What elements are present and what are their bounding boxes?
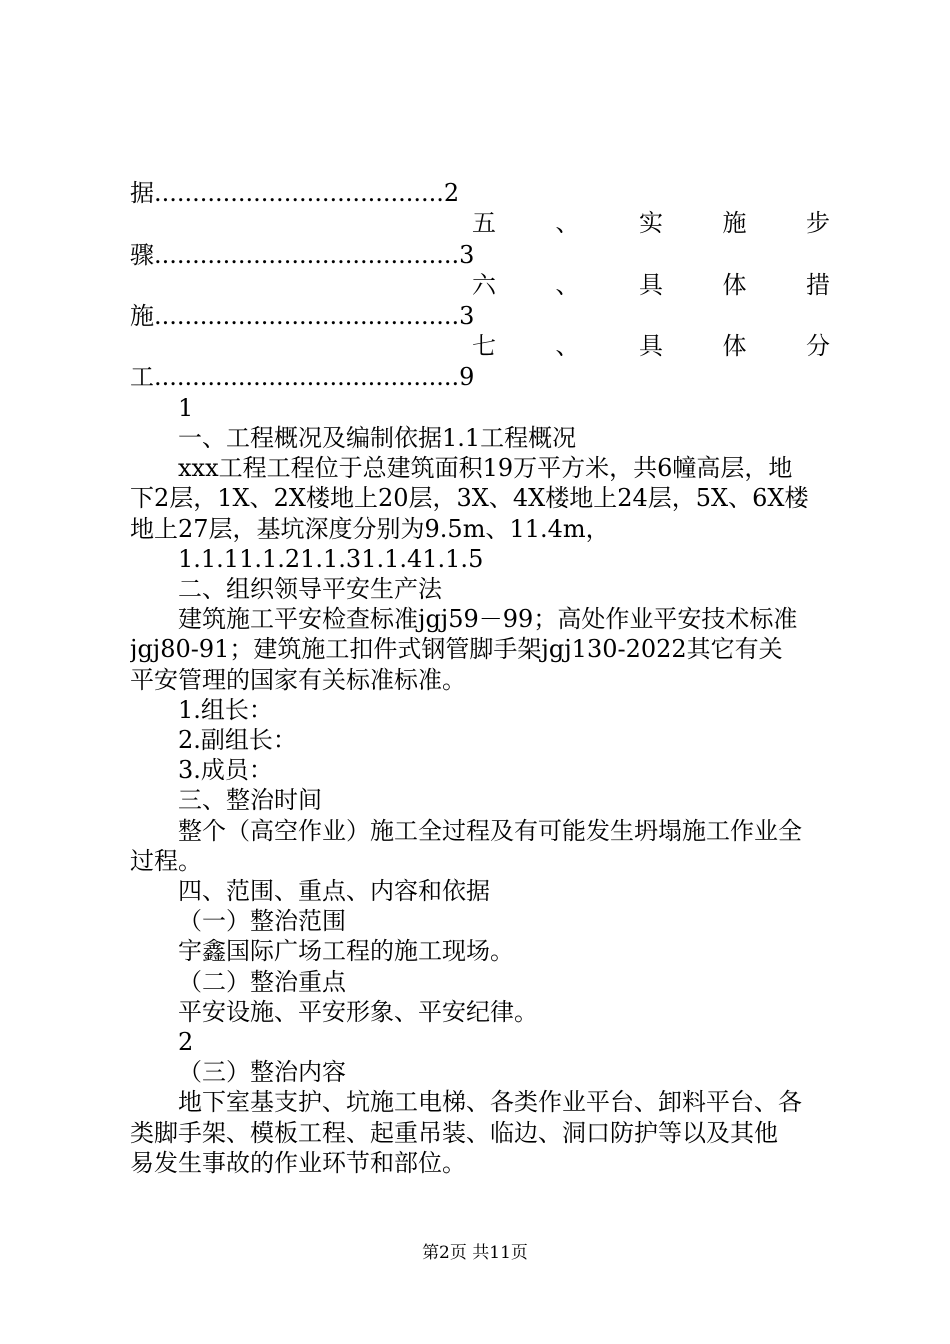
paragraph-line: 类脚手架、模板工程、起重吊装、临边、洞口防护等以及其他 [130,1119,778,1147]
paragraph-line: 宇鑫国际广场工程的施工现场。 [178,937,514,965]
toc-heading-5-char: 实 [639,209,663,237]
section-heading: 一、工程概况及编制依据1.1工程概况 [178,424,577,452]
paragraph-line: xxx工程工程位于总建筑面积19万平方米，共6幢高层，地 [178,454,793,482]
toc-line-steps: 骤........................................3 [130,241,475,269]
toc-heading-6-char: 措 [806,271,830,299]
toc-heading-6-char: 六 [472,271,496,299]
toc-line-basis: 据......................................2 [130,179,460,207]
toc-heading-5-char: 、 [555,209,580,237]
toc-heading-6-char: 具 [639,271,663,299]
role-item: 1.组长： [178,696,273,724]
toc-heading-7 [472,331,830,361]
paragraph-line: 平安设施、平安形象、平安纪律。 [178,998,538,1026]
paragraph-line: 建筑施工平安检查标准jgj59－99；高处作业平安技术标准 [178,605,798,633]
page-marker: 1 [178,394,194,422]
toc-heading-6 [472,270,830,300]
page-marker: 2 [178,1028,194,1056]
toc-heading-7-char: 具 [639,332,663,360]
paragraph-line: 整个（高空作业）施工全过程及有可能发生坍塌施工作业全 [178,817,802,845]
subsection-heading: （二）整治重点 [178,968,346,996]
role-item: 2.副组长： [178,726,297,754]
subsection-numbers: 1.1.11.1.21.1.31.1.41.1.5 [178,545,484,573]
toc-line-measures: 施........................................3 [130,302,475,330]
toc-heading-7-char: 七 [472,332,496,360]
paragraph-line: 地上27层，基坑深度分别为9.5m、11.4m， [130,515,610,543]
toc-heading-5-char: 步 [806,209,830,237]
subsection-heading: （三）整治内容 [178,1058,346,1086]
section-heading: 三、整治时间 [178,786,322,814]
toc-heading-6-char: 体 [722,271,747,299]
paragraph-line: 易发生事故的作业环节和部位。 [130,1149,466,1177]
subsection-heading: （一）整治范围 [178,907,346,935]
page-footer: 第2页 共11页 [422,1243,528,1263]
paragraph-line: 过程。 [130,847,202,875]
toc-heading-5-char: 五 [472,209,496,237]
toc-heading-5-char: 施 [722,209,747,237]
toc-heading-5 [472,208,830,238]
role-item: 3.成员： [178,756,273,784]
paragraph-line: jgj80-91；建筑施工扣件式钢管脚手架jgj130-2022其它有关 [130,635,783,663]
toc-heading-6-char: 、 [555,271,580,299]
toc-line-division: 工........................................9 [130,363,475,391]
section-heading: 二、组织领导平安生产法 [178,575,442,603]
toc-heading-7-char: 体 [722,332,747,360]
paragraph-line: 下2层，1X、2X楼地上20层，3X、4X楼地上24层，5X、6X楼 [130,484,809,512]
toc-heading-7-char: 、 [555,332,580,360]
paragraph-line: 地下室基支护、坑施工电梯、各类作业平台、卸料平台、各 [178,1088,802,1116]
paragraph-line: 平安管理的国家有关标准标准。 [130,666,466,694]
toc-heading-7-char: 分 [806,332,830,360]
section-heading: 四、范围、重点、内容和依据 [178,877,490,905]
